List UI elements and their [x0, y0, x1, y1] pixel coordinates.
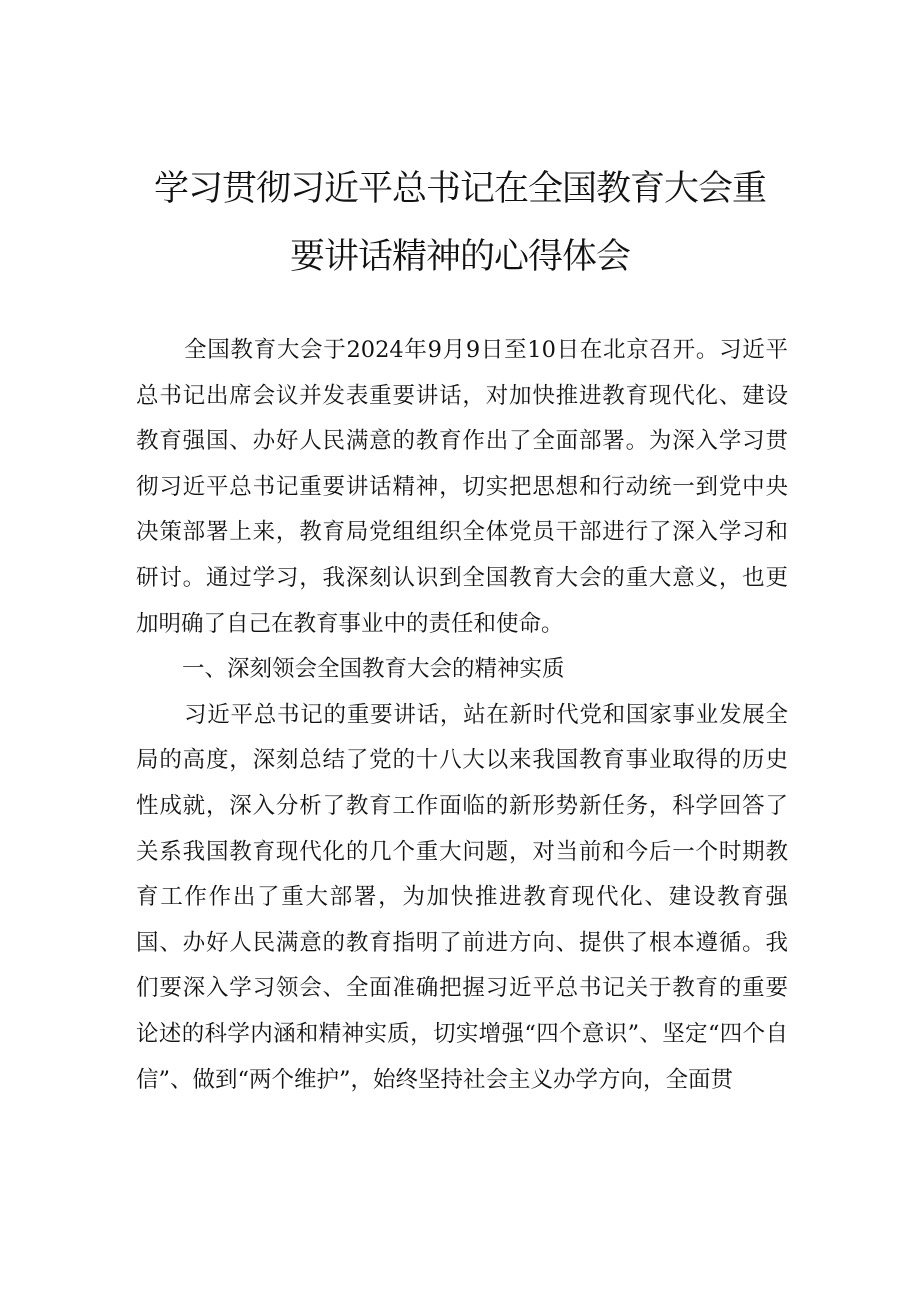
document-title: [120, 155, 800, 291]
paragraph-section-1: 习近平总书记的重要讲话，站在新时代党和国家事业发展全局的高度，深刻总结了党的十八大以来我国教育事业取得的历史性成就，深入分析了教育工作面临的新形势新任务，科学回答了关系我国教育现代化的几个重大问题，对当前和今后一个时期教育工作作出了重大部署，为加快推进教育现代化、建设教育强国、办好人民满意的教育指明了前进方向、提供了根本遵循。我们要深入学习领会、全面准确把握习近平总书记关于教育的重要论述的科学内涵和精神实质，切实增强“四个意识”、坚定“四个自信”、做到“两个维护”，始终坚持社会主义办学方向，全面贯: [136, 701, 788, 1093]
section-heading-1: 一、深刻领会全国教育大会的精神实质: [182, 656, 565, 683]
document-body: [136, 328, 788, 1103]
paragraph-intro: 全国教育大会于2024年9月9日至10日在北京召开。习近平总书记出席会议并发表重要讲话，对加快推进教育现代化、建设教育强国、办好人民满意的教育作出了全面部署。为深入学习贯彻习近平总书记重要讲话精神，切实把思想和行动统一到党中央决策部署上来，教育局党组组织全体党员干部进行了深入学习和研讨。通过学习，我深刻认识到全国教育大会的重大意义，也更加明确了自己在教育事业中的责任和使命。: [136, 337, 788, 637]
title-line-2: 要讲话精神的心得体会: [289, 237, 630, 277]
title-line-1: 学习贯彻习近平总书记在全国教育大会重: [153, 169, 766, 209]
